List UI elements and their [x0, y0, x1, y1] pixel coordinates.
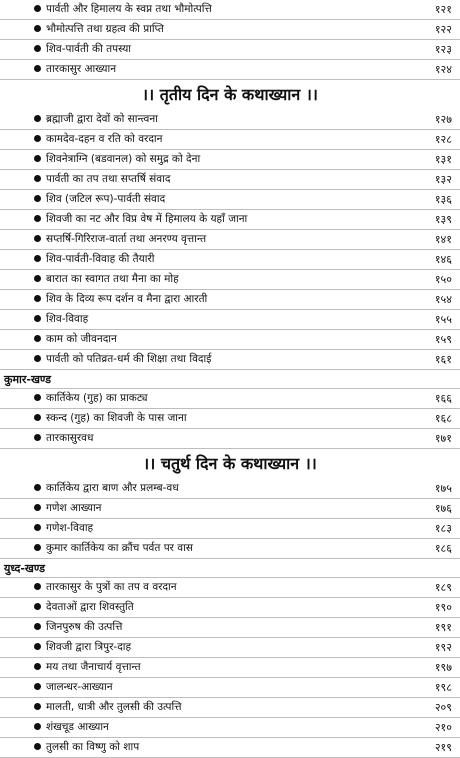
bullet-icon: [34, 335, 41, 342]
bullet-icon: [34, 524, 41, 531]
page-number: १२८: [434, 133, 452, 146]
page-number: १५५: [434, 313, 452, 326]
entry-title: पार्वती का तप तथा सप्तर्षि संवाद: [46, 173, 171, 185]
toc-entry: [0, 40, 460, 60]
page-number: १२३: [434, 43, 452, 56]
toc-entry: [0, 389, 460, 409]
bullet-icon: [34, 623, 41, 630]
bullet-icon: [34, 255, 41, 262]
entry-title: कार्तिकेय द्वारा बाण और प्रलम्ब-वध: [46, 482, 179, 494]
heading-text: ।। तृतीय दिन के कथाख्यान ।।: [142, 85, 318, 104]
bullet-icon: [34, 504, 41, 511]
page-number: १५०: [434, 273, 452, 286]
entry-title: भौमोत्पत्ति तथा ग्रहत्व की प्राप्ति: [46, 23, 164, 35]
heading-text: ।। चतुर्थ दिन के कथाख्यान ।।: [143, 454, 317, 473]
bullet-icon: [34, 484, 41, 491]
bullet-icon: [34, 235, 41, 242]
page-number: १४१: [434, 233, 452, 246]
entry-title: शिवनेत्राग्नि (बडवानल) को समुद्र को देना: [46, 153, 201, 165]
page-number: १६८: [434, 412, 452, 425]
entry-title: कार्तिकेय (गुह) का प्राकट्य: [46, 392, 148, 404]
toc-entry: [0, 330, 460, 350]
entry-title: कुमार कार्तिकेय का क्रौंच पर्वत पर वास: [46, 542, 193, 554]
bullet-icon: [34, 215, 41, 222]
page-number: १९१: [434, 621, 452, 634]
toc-entry: [0, 618, 460, 638]
entry-title: शिवजी द्वारा त्रिपुर-दाह: [46, 641, 132, 653]
entry-title: कामदेव-दहन व रति को वरदान: [46, 133, 163, 145]
entry-title: शंखचूड आख्यान: [46, 721, 109, 733]
page-number: १८९: [434, 581, 452, 594]
toc-group-2: [0, 110, 460, 370]
page-number: १३१: [434, 153, 452, 166]
toc-group-4: [0, 479, 460, 559]
day-heading-fourth: [0, 449, 460, 479]
entry-title: शिव के दिव्य रूप दर्शन व मैना द्वारा आरती: [46, 293, 208, 305]
bullet-icon: [34, 394, 41, 401]
page-number: १५९: [434, 333, 452, 346]
entry-title: शिवजी का नट और विप्र वेष में हिमालय के यहाँ जाना: [46, 213, 248, 225]
page-number: १२७: [434, 113, 452, 126]
bullet-icon: [34, 195, 41, 202]
page-number: १६६: [434, 392, 452, 405]
toc-group-1: [0, 0, 460, 80]
entry-title: गणेश-विवाह: [46, 522, 94, 534]
toc-entry: [0, 718, 460, 738]
entry-title: शिव (जटिल रूप)-पार्वती संवाद: [46, 193, 166, 205]
entry-title: तारकासुर आख्यान: [46, 63, 117, 75]
entry-title: जिनपुरुष की उत्पत्ति: [46, 621, 123, 633]
bullet-icon: [34, 603, 41, 610]
toc-entry: [0, 230, 460, 250]
entry-title: मय तथा जैनाचार्य वृत्तान्त: [46, 661, 141, 673]
bullet-icon: [34, 45, 41, 52]
section-yuddh-khand: [0, 559, 460, 578]
bullet-icon: [34, 663, 41, 670]
bullet-icon: [34, 743, 41, 750]
toc-entry: [0, 110, 460, 130]
entry-title: पार्वती और हिमालय के स्वप्न तथा भौमोत्पत्ति: [46, 3, 212, 15]
bullet-icon: [34, 275, 41, 282]
bullet-icon: [34, 5, 41, 12]
bullet-icon: [34, 434, 41, 441]
entry-title: स्कन्द (गुह) का शिवजी के पास जाना: [46, 412, 187, 424]
page-number: १९८: [434, 681, 452, 694]
toc-entry: [0, 60, 460, 80]
page-number: १३२: [434, 173, 452, 186]
toc-entry: [0, 210, 460, 230]
toc-entry: [0, 479, 460, 499]
toc-entry: [0, 698, 460, 718]
bullet-icon: [34, 65, 41, 72]
page-number: १७१: [434, 432, 452, 445]
toc-entry: [0, 429, 460, 449]
section-kumar-khand: [0, 370, 460, 389]
entry-title: देवताओं द्वारा शिवस्तुति: [46, 601, 134, 613]
entry-title: शिव-पार्वती की तपस्या: [46, 43, 132, 55]
page-number: १५४: [434, 293, 452, 306]
day-heading-third: [0, 80, 460, 110]
toc-entry: [0, 519, 460, 539]
bullet-icon: [34, 544, 41, 551]
page-number: १९२: [434, 641, 452, 654]
entry-title: तारकासुर के पुत्रों का तप व वरदान: [46, 581, 177, 593]
entry-title: जालन्धर-आख्यान: [46, 681, 113, 693]
toc-entry: [0, 578, 460, 598]
page-number: १३६: [434, 193, 452, 206]
page-number: १९०: [434, 601, 452, 614]
page-number: १४६: [434, 253, 452, 266]
toc-group-5: [0, 578, 460, 758]
toc-entry: [0, 290, 460, 310]
toc-entry: [0, 250, 460, 270]
toc-entry: [0, 190, 460, 210]
entry-title: ब्रह्माजी द्वारा देवों को सान्त्वना: [46, 113, 158, 125]
entry-title: पार्वती को पतिव्रत-धर्म की शिक्षा तथा विदाई: [46, 353, 212, 365]
toc-entry: [0, 270, 460, 290]
bullet-icon: [34, 643, 41, 650]
bullet-icon: [34, 683, 41, 690]
bullet-icon: [34, 414, 41, 421]
toc-entry: [0, 310, 460, 330]
entry-title: सप्तर्षि-गिरिराज-वार्ता तथा अनरण्य वृत्तान्त: [46, 233, 207, 245]
entry-title: काम को जीवनदान: [46, 333, 117, 345]
toc-entry: [0, 658, 460, 678]
page-number: १९७: [434, 661, 452, 674]
entry-title: शिव-पार्वती-विवाह की तैयारी: [46, 253, 155, 265]
page-number: १७५: [434, 482, 452, 495]
toc-entry: [0, 409, 460, 429]
page-number: २१०: [434, 721, 452, 734]
section-title: युध्द-खण्ड: [4, 562, 46, 575]
bullet-icon: [34, 355, 41, 362]
entry-title: गणेश आख्यान: [46, 502, 102, 514]
entry-title: तुलसी का विष्णु को शाप: [46, 741, 140, 753]
bullet-icon: [34, 175, 41, 182]
toc-entry: [0, 130, 460, 150]
page-number: १२१: [434, 3, 452, 16]
bullet-icon: [34, 135, 41, 142]
page-number: १२४: [434, 63, 452, 76]
page-number: २१९: [434, 741, 452, 754]
entry-title: मालती, धात्री और तुलसी की उत्पत्ति: [46, 701, 182, 713]
toc-entry: [0, 638, 460, 658]
page-number: १३९: [434, 213, 452, 226]
toc-entry: [0, 539, 460, 559]
bullet-icon: [34, 155, 41, 162]
toc-entry: [0, 20, 460, 40]
page-number: १८६: [434, 542, 452, 555]
page-number: १८३: [434, 522, 452, 535]
bullet-icon: [34, 115, 41, 122]
toc-entry: [0, 0, 460, 20]
entry-title: बारात का स्वागत तथा मैना का मोह: [46, 273, 179, 285]
bullet-icon: [34, 25, 41, 32]
toc-group-3: [0, 389, 460, 449]
bullet-icon: [34, 703, 41, 710]
section-title: कुमार-खण्ड: [4, 373, 52, 386]
page-number: १२२: [434, 23, 452, 36]
toc-entry: [0, 678, 460, 698]
bullet-icon: [34, 315, 41, 322]
toc-entry: [0, 150, 460, 170]
bullet-icon: [34, 583, 41, 590]
bullet-icon: [34, 295, 41, 302]
bullet-icon: [34, 723, 41, 730]
toc-entry: [0, 170, 460, 190]
toc-entry: [0, 598, 460, 618]
page-number: १६१: [434, 353, 452, 366]
toc-entry: [0, 499, 460, 519]
page-number: २०९: [434, 701, 452, 714]
toc-entry: [0, 738, 460, 758]
page-number: १७६: [434, 502, 452, 515]
entry-title: तारकासुरवध: [46, 432, 94, 444]
entry-title: शिव-विवाह: [46, 313, 89, 325]
toc-entry: [0, 350, 460, 370]
